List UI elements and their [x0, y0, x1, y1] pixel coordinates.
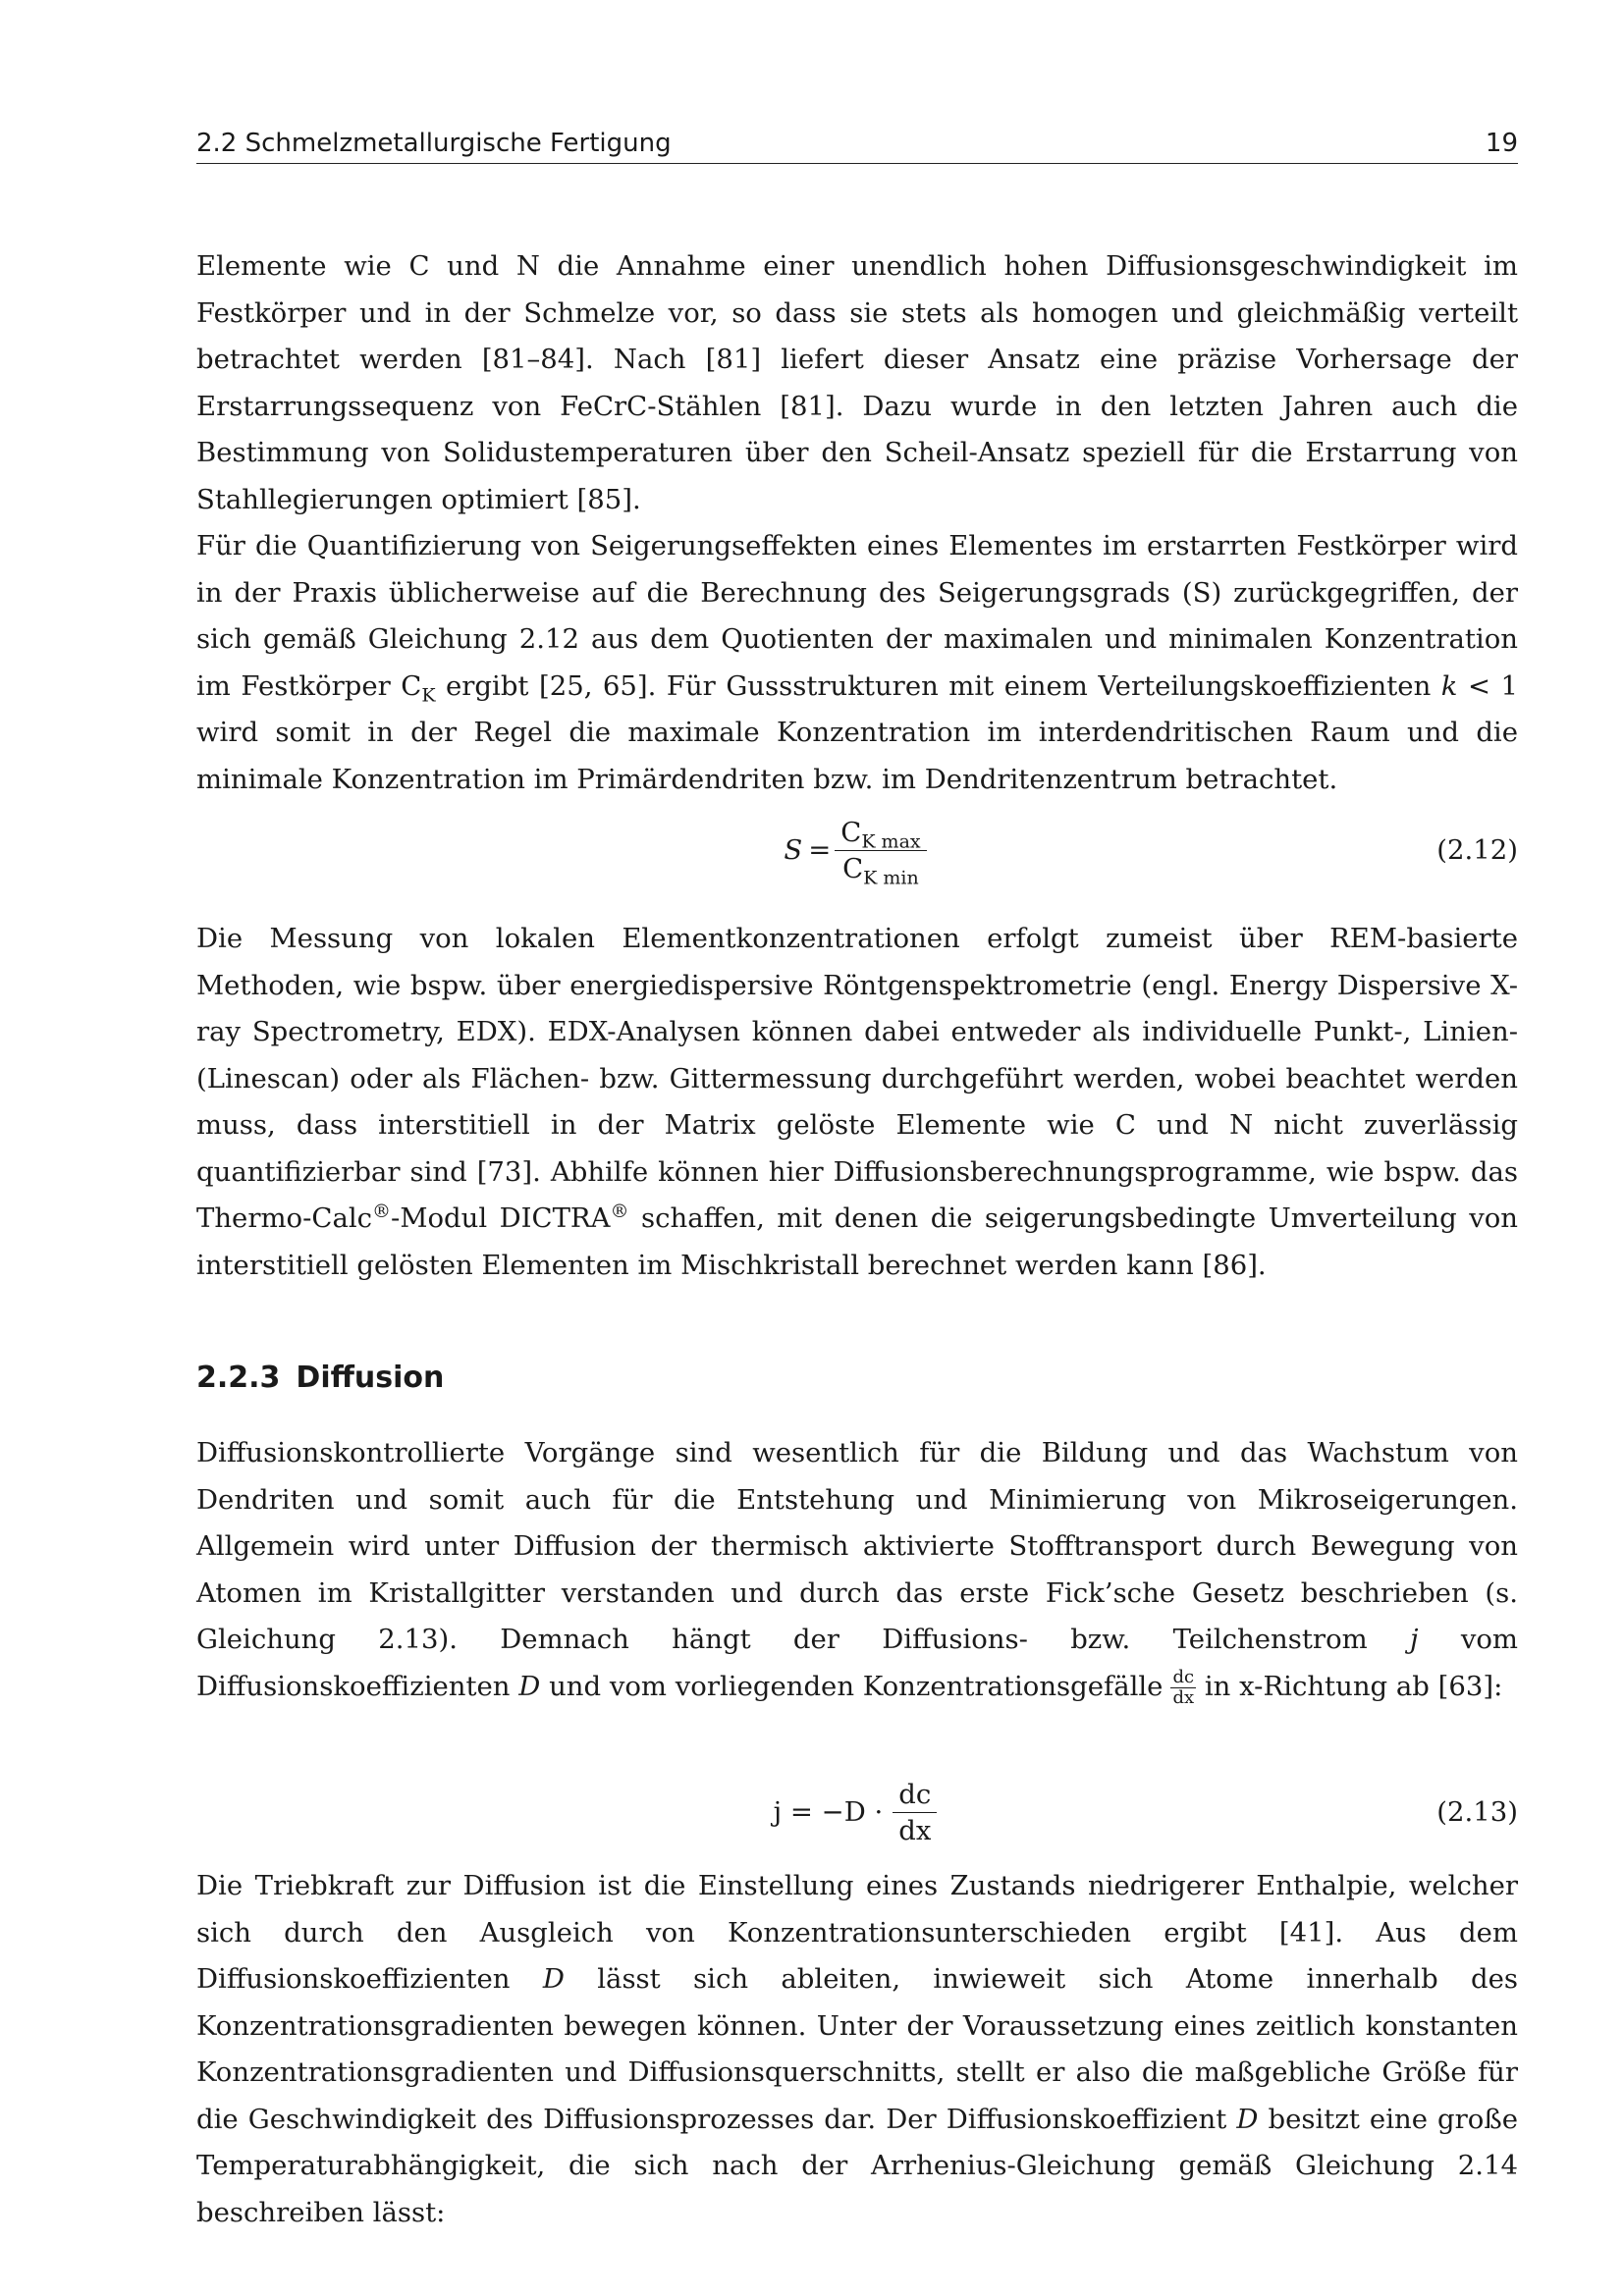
- running-header: [196, 126, 1518, 164]
- fraction: [893, 1779, 937, 1846]
- denominator-subscript: K min: [863, 867, 919, 888]
- subscript-k: K: [421, 684, 436, 706]
- equation-body: [196, 811, 1518, 889]
- paragraph-seigerungsgrad: [196, 523, 1518, 803]
- section-number: 2.2.3: [196, 1361, 281, 1395]
- paragraph-text: lässt sich ableiten, inwieweit sich Atome innerhalb des Konzentrationsgradienten bewegen können. Unter der Voraussetzung eines zeitlich konstanten Konzentrationsgradienten und Diffusionsquerschnitts, stellt er also die maßgebliche Größe für die Geschwindigkeit des Diffusionsprozesses dar. Der Diffusionskoeffizient: [196, 1963, 1518, 2135]
- paragraph-block-3: [196, 1430, 1518, 1710]
- variable-d: D: [518, 1670, 541, 1702]
- section-heading: [196, 1361, 444, 1395]
- paragraph-text: Die Messung von lokalen Elementkonzentrationen erfolgt zumeist über REM-basierte Methoden, wie bspw. über energiedispersive Röntgenspektrometrie (engl. Energy Dispersive X-ray Spectrometry, EDX). EDX-Analysen können dabei entweder als individuelle Punkt-, Linien- (Linescan) oder als Flächen- bzw. Gittermessung durchgeführt werden, wobei beachtet werden muss, dass interstitiell in der Matrix gelöste Elemente wie C und N nicht zuverlässig quantifizierbar sind [73]. Abhilfe können hier Diffusionsberechnungsprogramme, wie bspw. das Thermo-Calc: [196, 923, 1518, 1234]
- page-number: 19: [1485, 129, 1518, 158]
- variable-d: D: [1236, 2103, 1259, 2135]
- paragraph-block-1: [196, 243, 1518, 803]
- registered-mark: ®: [372, 1200, 392, 1222]
- fraction-denominator: [837, 851, 925, 888]
- section-title: Diffusion: [296, 1361, 445, 1395]
- numerator-symbol: C: [840, 816, 862, 848]
- header-section-title: 2.2 Schmelzmetallurgische Fertigung: [196, 129, 672, 158]
- fraction-denominator: dx: [898, 1814, 932, 1846]
- paragraph-triebkraft: [196, 1863, 1518, 2236]
- variable-j: j: [1410, 1624, 1419, 1655]
- paragraph-text: Diffusionskontrollierte Vorgänge sind wesentlich für die Bildung und das Wachstum von Dendriten und somit auch für die Entstehung und Minimierung von Mikroseigerungen. Allgemein wird unter Diffusion der thermisch aktivierte Stofftransport durch Bewegung von Atomen im Kristallgitter verstanden und durch das erste Fick’sche Gesetz beschrieben (s. Gleichung 2.13). Demnach hängt der Diffusions- bzw. Teilchenstrom: [196, 1437, 1518, 1655]
- fraction-numerator: dc: [893, 1779, 937, 1813]
- inline-fraction-denominator: dx: [1172, 1686, 1195, 1708]
- equation-number: (2.13): [1436, 1796, 1518, 1828]
- paragraph-text: schaffen, mit denen die seigerungsbedingte Umverteilung von interstitiell gelösten Elementen im Mischkristall berechnet werden kann [86].: [196, 1202, 1519, 1281]
- registered-mark: ®: [610, 1200, 629, 1222]
- paragraph-text: < 1 wird somit in der Regel die maximale Konzentration im interdendritischen Raum und die minimale Konzentration im Primärdendriten bzw. im Dendritenzentrum betrachtet.: [196, 669, 1518, 795]
- denominator-symbol: C: [842, 852, 864, 884]
- paragraph-text: Für die Quantifizierung von Seigerungseffekten eines Elementes im erstarrten Festkörper wird in der Praxis üblicherweise auf die Berechnung des Seigerungsgrads (S) zurückgegriffen, der sich gemäß Gleichung 2.12 aus dem Quotienten der maximalen und minimalen Konzentration im Festkörper C: [196, 530, 1518, 702]
- equation-number: (2.12): [1436, 834, 1518, 866]
- paragraph-block-4: [196, 1863, 1518, 2236]
- paragraph-text: Die Triebkraft zur Diffusion ist die Einstellung eines Zustands niedrigerer Enthalpie, welcher sich durch den Ausgleich von Konzentrationsunterschieden ergibt [41]. Aus dem Diffusionskoeffizienten: [196, 1870, 1518, 1995]
- paragraph-text: und vom vorliegenden Konzentrationsgefälle: [540, 1670, 1164, 1702]
- paragraph-scheil: [196, 243, 1518, 523]
- numerator-subscript: K max: [861, 830, 921, 852]
- equation-body: [196, 1773, 1518, 1851]
- equation-2-13: [196, 1773, 1518, 1851]
- inline-fraction: [1170, 1666, 1196, 1708]
- paragraph-text: vom Diffusionskoeffizienten: [196, 1624, 1518, 1702]
- variable-d: D: [542, 1963, 565, 1995]
- equation-lhs: S: [784, 834, 803, 866]
- paragraph-text: -Modul DICTRA: [391, 1202, 611, 1234]
- variable-k: k: [1440, 669, 1458, 702]
- equation-2-12: [196, 811, 1518, 889]
- paragraph-text: in x-Richtung ab [63]:: [1196, 1670, 1503, 1702]
- fraction-numerator: [835, 817, 926, 851]
- equals-sign: =: [808, 834, 832, 866]
- paragraph-text: Elemente wie C und N die Annahme einer unendlich hohen Diffusionsgeschwindigkeit im Festkörper und in der Schmelze vor, so dass sie stets als homogen und gleichmäßig verteilt betrachtet werden [81–84]. Nach [81] liefert dieser Ansatz eine präzise Vorhersage der Erstarrungssequenz von FeCrC-Stählen [81]. Dazu wurde in den letzten Jahren auch die Bestimmung von Solidustemperaturen über den Scheil-Ansatz speziell für die Erstarrung von Stahllegierungen optimiert [85].: [196, 250, 1518, 515]
- paragraph-text: besitzt eine große Temperaturabhängigkeit, die sich nach der Arrhenius-Gleichung gemäß Gleichung 2.14 beschreiben lässt:: [196, 2103, 1519, 2228]
- inline-fraction-numerator: dc: [1172, 1666, 1195, 1687]
- paragraph-block-2: [196, 916, 1518, 1289]
- paragraph-text: ergibt [25, 65]. Für Gussstrukturen mit einem Verteilungskoeffizienten: [435, 669, 1441, 702]
- paragraph-edx: [196, 916, 1518, 1289]
- paragraph-diffusion-intro: [196, 1430, 1518, 1710]
- equation-lhs: j = −D ·: [773, 1796, 884, 1828]
- fraction: [835, 816, 926, 888]
